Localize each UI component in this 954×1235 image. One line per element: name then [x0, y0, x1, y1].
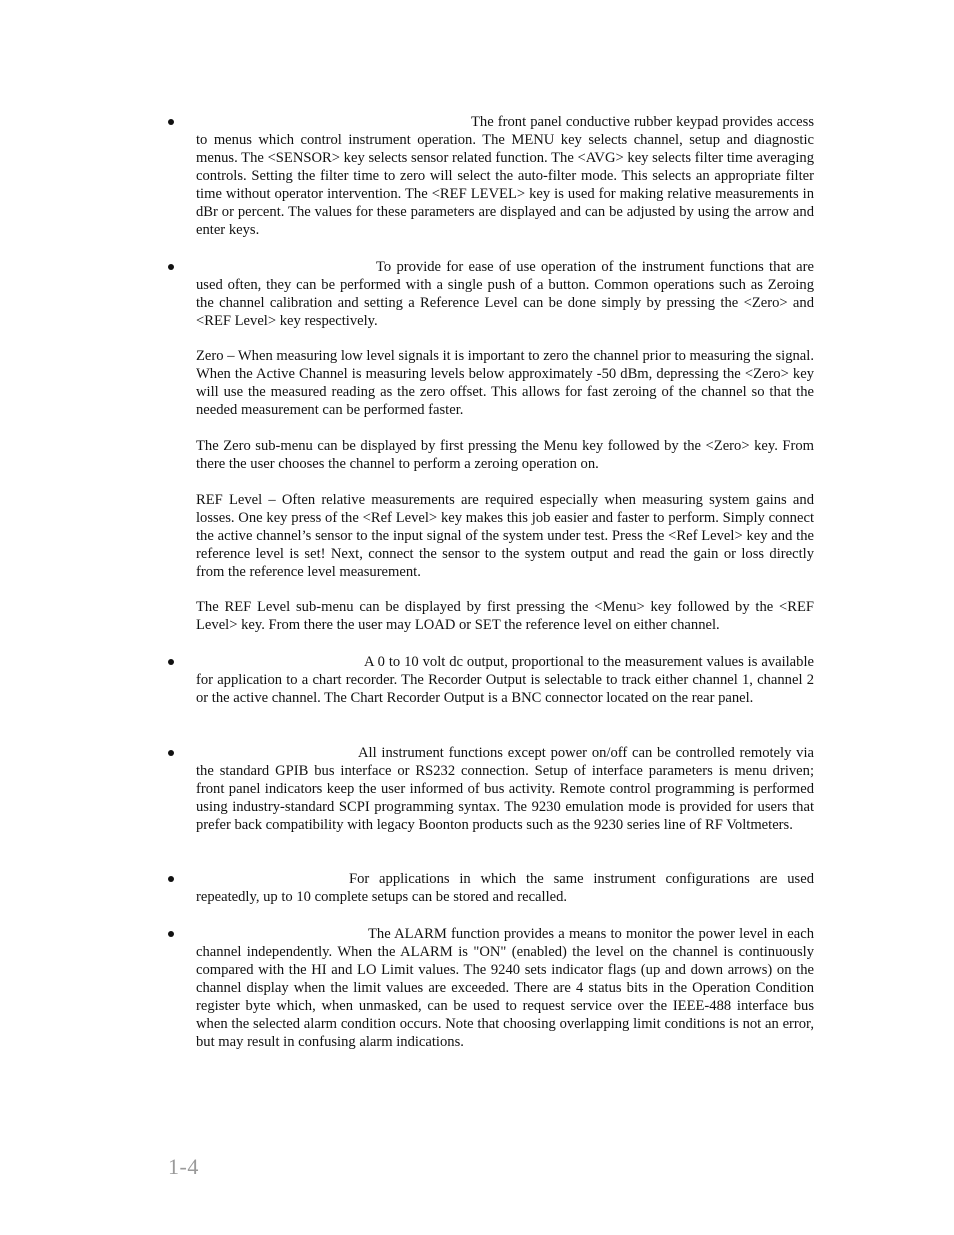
bullet-marker — [168, 119, 174, 125]
bullet-marker — [168, 876, 174, 882]
setups-paragraph: For applications in which the same instrument configurations are used repeatedly, up to 10 complete setups can be stored and recalled. — [196, 871, 814, 905]
bullet-marker — [168, 264, 174, 270]
page-number: 1-4 — [168, 1154, 199, 1179]
alarm-paragraph: The ALARM function provides a means to monitor the power level in each channel independently. When the ALARM is "ON" (enabled) the level on the channel is continuously compared with the HI and LO Limit values. The 9240 sets indicator flags (up and down arrows) on the channel display when the limit values are exceeded. There are 4 status bits in the Operation Condition register byte which, when unmasked, can be used to request service over the IEEE-488 interface bus when the selected alarm condition occurs. Note that choosing overlapping limit conditions is not an error, but may result in confusing alarm indications. — [196, 926, 814, 1050]
quick-keys-paragraph: To provide for ease of use operation of the instrument functions that are used often, they can be performed with a single push of a button. Common operations such as Zeroing the channel calibration and setting a Reference Level can be done simply by pressing the <Zero> and <REF Level> key respectively. — [196, 259, 814, 329]
remote-control-paragraph: All instrument functions except power on/off can be controlled remotely via the standard GPIB bus interface or RS232 connection. Setup of interface parameters is menu driven; front panel indicators keep the user informed of bus activity. Remote control programming is performed using industry-standard SCPI programming syntax. The 9230 emulation mode is provided for users that prefer back compatibility with legacy Boonton products such as the 9230 series line of RF Voltmeters. — [196, 745, 814, 833]
bullet-marker — [168, 659, 174, 665]
zero-paragraph: Zero – When measuring low level signals it is important to zero the channel prior to measuring the signal. When the Active Channel is measuring levels below approximately -50 dBm, depressing the <Zero> key will use the measured reading as the zero offset. This allows for fast zeroing of the channel so that the needed measurement can be performed faster. — [196, 348, 814, 418]
ref-level-paragraph: REF Level – Often relative measurements are required especially when measuring system gains and losses. One key press of the <Ref Level> key makes this job easier and faster to perform. Simply connect the active channel’s sensor to the input signal of the system under test. Press the <Ref Level> key and the reference level is set! Next, connect the sensor to the system output and read the gain or loss directly from the reference level measurement. — [196, 492, 814, 580]
bullet-marker — [168, 750, 174, 756]
recorder-output-paragraph: A 0 to 10 volt dc output, proportional to the measurement values is available for application to a chart recorder. The Recorder Output is selectable to track either channel 1, channel 2 or the active channel. The Chart Recorder Output is a BNC connector located on the rear panel. — [196, 654, 814, 706]
keypad-paragraph: The front panel conductive rubber keypad provides access to menus which control instrument operation. The MENU key selects channel, setup and diagnostic menus. The <SENSOR> key selects sensor related function. The <AVG> key selects filter time averaging controls. Setting the filter time to zero will select the auto-filter mode. This selects an appropriate filter time without operator intervention. The <REF LEVEL> key is used for making relative measurements in dBr or percent. The values for these parameters are displayed and can be adjusted by using the arrow and enter keys. — [196, 114, 814, 238]
ref-level-submenu-paragraph: The REF Level sub-menu can be displayed by first pressing the <Menu> key followed by the <REF Level> key. From there the user may LOAD or SET the reference level on either channel. — [196, 599, 814, 633]
zero-submenu-paragraph: The Zero sub-menu can be displayed by first pressing the Menu key followed by the <Zero> key. From there the user chooses the channel to perform a zeroing operation on. — [196, 438, 814, 472]
bullet-marker — [168, 931, 174, 937]
